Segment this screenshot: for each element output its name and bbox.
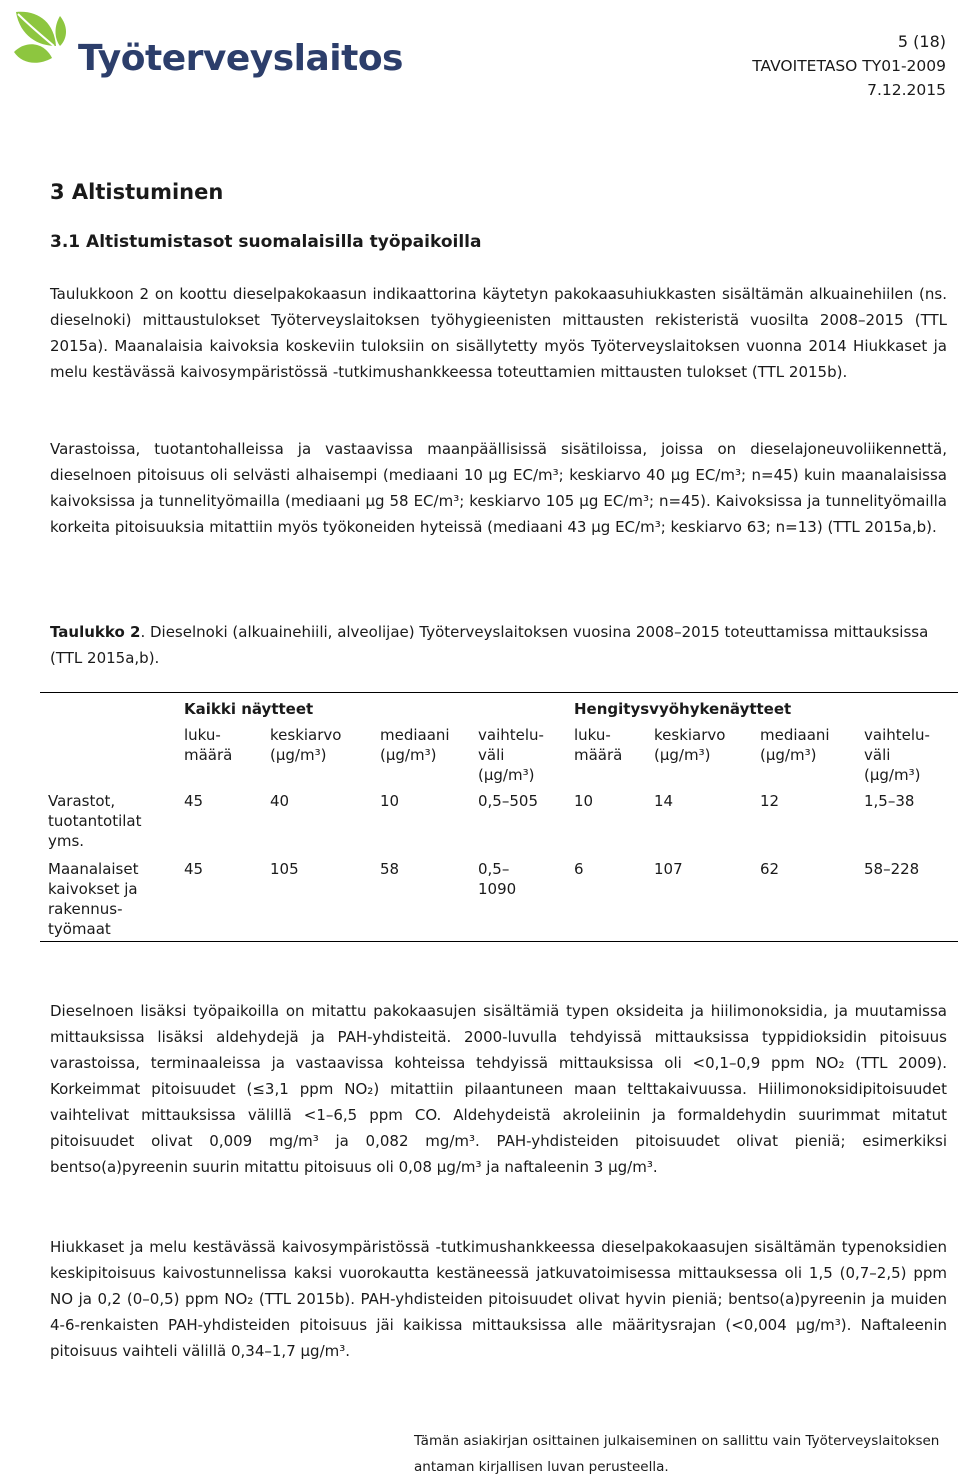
section-heading: 3 Altistuminen xyxy=(50,180,224,204)
table-cell: 45 xyxy=(184,792,204,810)
table-row-label: Varastot, tuotantotilat yms. xyxy=(48,792,142,850)
subsection-heading: 3.1 Altistumistasot suomalaisilla työpaikoilla xyxy=(50,232,482,252)
table-cell: 107 xyxy=(654,860,683,878)
table-caption-text: . Dieselnoki (alkuainehiili, alveolijae) Työterveyslaitoksen vuosina 2008–2015 toteuttamissa mittauksissa (TTL 2015a,b). xyxy=(50,623,929,667)
footer-notice xyxy=(414,1428,944,1480)
document-id: TAVOITETASO TY01-2009 xyxy=(752,57,946,75)
table-caption-label: Taulukko 2 xyxy=(50,623,141,641)
organization-logo xyxy=(8,4,403,79)
table-cell: 14 xyxy=(654,792,674,810)
paragraph-mine-study: Hiukkaset ja melu kestävässä kaivosympäristössä -tutkimushankkeessa dieselpakokaasujen sisältämän typenoksidien keskipitoisuus kaivostunnelissa kaksi vuorokautta kestäneessä jatkuvatoimisessa mittauksessa oli 1,5 (0,7–2,5) ppm NO ja 0,2 (0–0,5) ppm NO₂ (TTL 2015b). PAH-yhdisteiden pitoisuudet olivat hyvin pieniä; bentso(a)pyreenin ja muiden 4-6-renkaisten PAH-yhdisteiden pitoisuus jäi kaikissa mittauksissa alle määritysrajan (<0,004 µg/m³). Naftaleenin pitoisuus vaihteli välillä 0,34–1,7 µg/m³. xyxy=(50,1238,947,1360)
table-column-header: keskiarvo (µg/m³) xyxy=(654,726,726,764)
table-cell: 62 xyxy=(760,860,780,878)
table-column-header: mediaani (µg/m³) xyxy=(380,726,450,764)
logo-wordmark: Työterveyslaitos xyxy=(78,38,403,79)
table-row-label: Maanalaiset kaivokset ja rakennus- työmaat xyxy=(48,860,139,938)
table-cell: 6 xyxy=(574,860,584,878)
document-date: 7.12.2015 xyxy=(867,81,946,99)
paragraph-warehouses: Varastoissa, tuotantohalleissa ja vastaavissa maanpäällisissä sisätiloissa, joissa on dieselajoneuvoliikennettä, dieselnoen pitoisuus oli selvästi alhaisempi (mediaani 10 µg EC/m³; keskiarvo 40 µg EC/m³; n=45) kuin maanalaisissa kaivoksissa ja tunnelityömailla (mediaani µg 58 EC/m³; keskiarvo 105 µg EC/m³; n=45). Kaivoksissa ja tunnelityömailla korkeita pitoisuuksia mitattiin myös työkoneiden hyteissä (mediaani 43 µg EC/m³; keskiarvo 63; n=13) (TTL 2015a,b). xyxy=(50,440,947,536)
table-cell: 0,5– 1090 xyxy=(478,860,517,898)
paragraph-intro: Taulukkoon 2 on koottu dieselpakokaasun indikaattorina käytetyn pakokaasuhiukkasten sisältämän alkuainehiilen (ns. dieselnoki) mittaustulokset Työterveyslaitoksen työhygieenisten mittausten rekisteristä vuosilta 2008–2015 (TTL 2015a). Maanalaisia kaivoksia koskeviin tuloksiin on sisällytetty myös Työterveyslaitoksen vuonna 2014 Hiukkaset ja melu kestävässä kaivosympäristössä -tutkimushankkeessa toteuttamien mittausten tulokset (TTL 2015b). xyxy=(50,285,947,381)
table-column-header: mediaani (µg/m³) xyxy=(760,726,830,764)
table-cell: 105 xyxy=(270,860,299,878)
leaf-logo-icon xyxy=(8,6,74,78)
table-cell: 10 xyxy=(380,792,400,810)
data-table xyxy=(40,692,958,942)
table-cell: 58 xyxy=(380,860,400,878)
table-column-header: luku- määrä xyxy=(574,726,623,764)
table-cell: 10 xyxy=(574,792,594,810)
page-number: 5 (18) xyxy=(897,32,946,51)
table-cell: 1,5–38 xyxy=(864,792,915,810)
footer-line-1: Tämän asiakirjan osittainen julkaiseminen on sallittu vain Työterveyslaitoksen xyxy=(414,1433,940,1449)
table-cell: 0,5–505 xyxy=(478,792,538,810)
table-cell: 45 xyxy=(184,860,204,878)
table-column-header: vaihtelu- väli (µg/m³) xyxy=(864,726,930,784)
header-meta xyxy=(752,30,946,102)
table-column-header: keskiarvo (µg/m³) xyxy=(270,726,342,764)
table-cell: 40 xyxy=(270,792,290,810)
footer-line-2: antaman kirjallisen luvan perusteella. xyxy=(414,1459,669,1475)
table-column-header: vaihtelu- väli (µg/m³) xyxy=(478,726,544,784)
table-column-header: luku- määrä xyxy=(184,726,233,764)
table-cell: 58–228 xyxy=(864,860,920,878)
table-cell: 12 xyxy=(760,792,780,810)
table-caption xyxy=(50,619,947,671)
table-group-breathing-zone: Hengitysvyöhykenäytteet xyxy=(574,700,792,718)
table-group-all-samples: Kaikki näytteet xyxy=(184,700,314,718)
paragraph-other-pollutants: Dieselnoen lisäksi työpaikoilla on mitattu pakokaasujen sisältämiä typen oksideita ja hiilimonoksidia, ja muutamissa mittauksissa lisäksi aldehydejä ja PAH-yhdisteitä. 2000-luvulla tehdyissä mittauksissa typpidioksidin pitoisuus varastoissa, terminaaleissa ja vastaavissa kohteissa tehdyissä mittauksissa oli <0,1–0,9 ppm NO₂ (TTL 2009). Korkeimmat pitoisuudet (≤3,1 ppm NO₂) mitattiin pilaantuneen maan telttakaivuussa. Hiilimonoksidipitoisuudet vaihtelivat mittauksissa välillä <1–6,5 ppm CO. Aldehydeistä akroleiinin ja formaldehydin suurimmat mitatut pitoisuudet olivat 0,009 mg/m³ ja 0,082 mg/m³. PAH-yhdisteiden pitoisuudet olivat pieniä; esimerkiksi bentso(a)pyreenin suurin mitattu pitoisuus oli 0,08 µg/m³ ja naftaleenin 3 µg/m³. xyxy=(50,1002,947,1176)
